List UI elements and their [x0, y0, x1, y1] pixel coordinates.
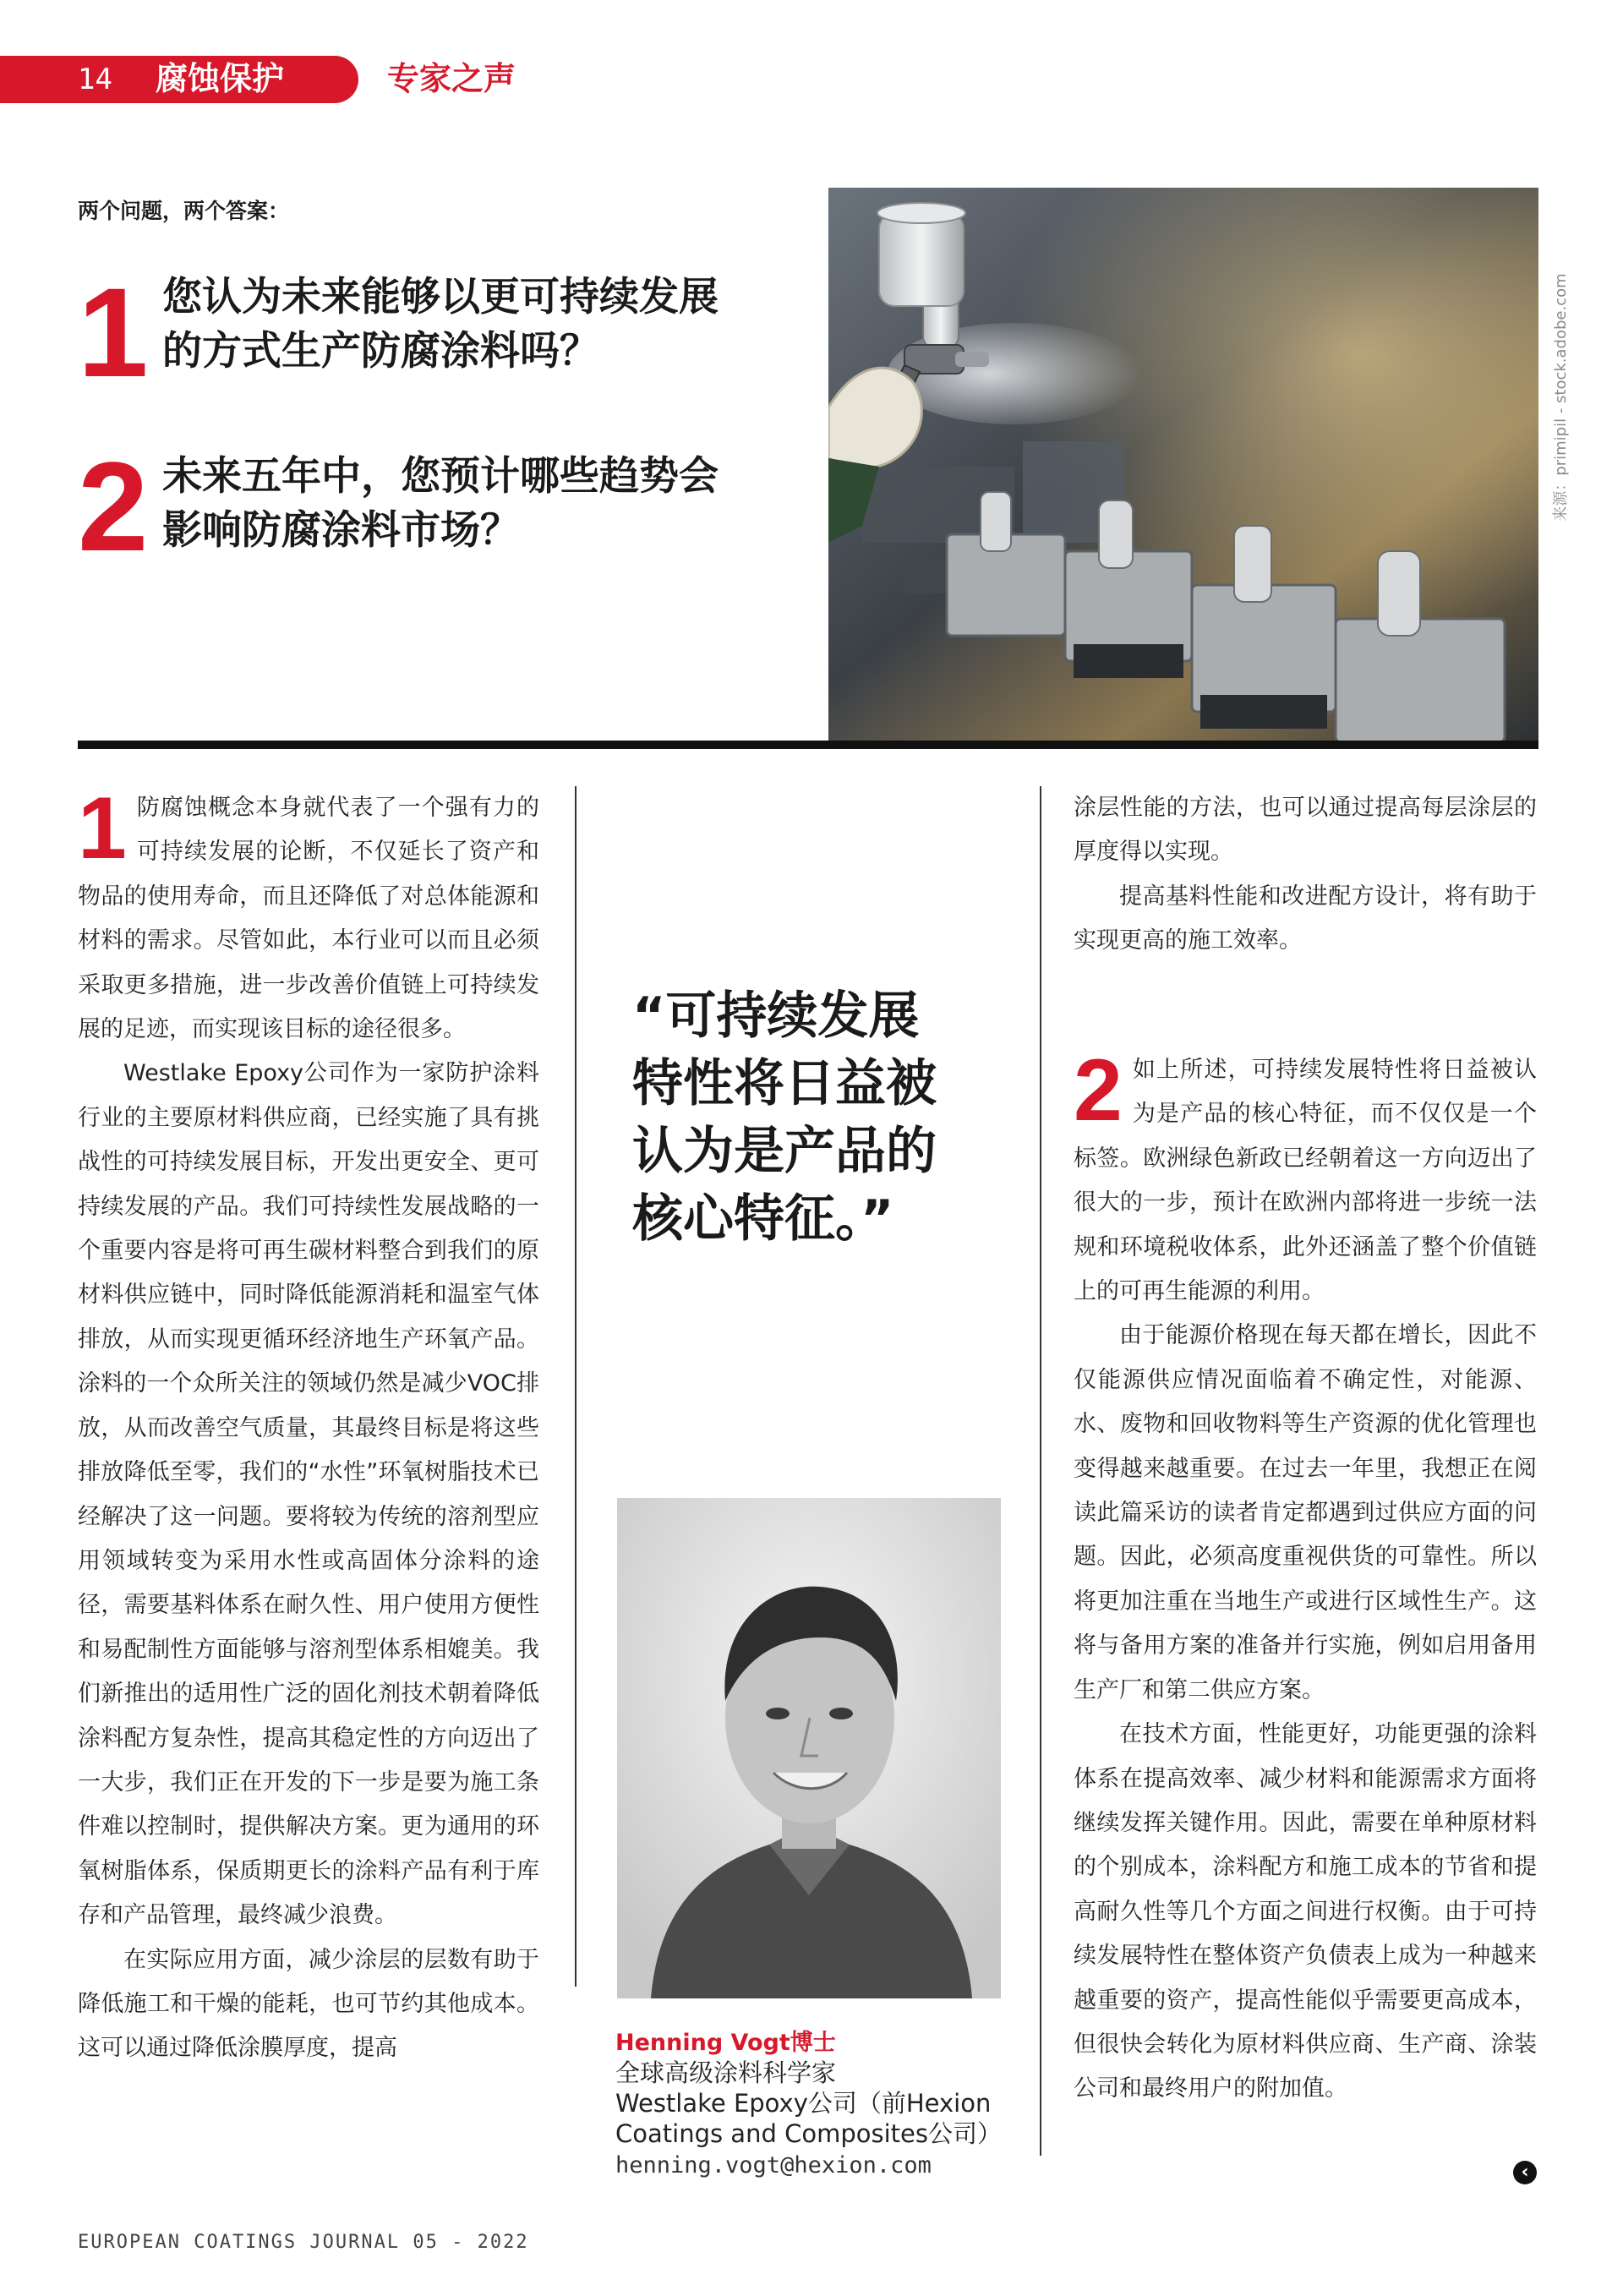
pull-quote: [632, 982, 1004, 1253]
image-credit: 来源：primipil - stock.adobe.com: [1552, 273, 1570, 522]
pull-quote-line: 特性将日益被: [632, 1054, 937, 1113]
pull-quote-line: 认为是产品的: [632, 1122, 937, 1181]
pull-quote-line: “可持续发展: [632, 987, 920, 1046]
paragraph: 涂层性能的方法，也可以通过提高每层涂层的厚度得以实现。: [1074, 795, 1537, 866]
author-portrait-illustration: [617, 1498, 1001, 1998]
paragraph-text: 如上所述，可持续发展特性将日益被认为是产品的核心特征，而不仅仅是一个标签。欧洲绿色新政已经朝着这一方向迈出了很大的一步，预计在欧洲内部将进一步统一法规和环境税收体系，此外还涵盖了整个价值链上的可再生能源的利用。: [1074, 1057, 1537, 1305]
question-1-number: 1: [78, 261, 149, 403]
hero-image-spray-gun: [828, 188, 1538, 742]
author-company: Westlake Epoxy公司（前Hexion: [615, 2089, 992, 2118]
question-1-text: [162, 271, 813, 379]
section-title: 腐蚀保护: [156, 60, 285, 97]
question-1-line: 的方式生产防腐涂料吗？: [162, 328, 599, 374]
column-3: [1074, 786, 1537, 964]
author-email-link[interactable]: henning.vogt@hexion.com: [615, 2152, 932, 2178]
paragraph-text: 防腐蚀概念本身就代表了一个强有力的可持续发展的论断，不仅延长了资产和物品的使用寿命，而且还降低了对总体能源和材料的需求。尽管如此，本行业可以而且必须采取更多措施，进一步改善价值链上可持续发展的足迹，而实现该目标的途径很多。: [78, 795, 539, 1043]
question-1-line: 您认为未来能够以更可持续发展: [162, 274, 719, 320]
continue-arrow-icon[interactable]: ‹: [1513, 2161, 1537, 2184]
author-name: Henning Vogt博士: [615, 2030, 836, 2056]
journal-footer: EUROPEAN COATINGS JOURNAL 05 - 2022: [78, 2232, 529, 2253]
questions-intro: 两个问题，两个答案：: [78, 199, 290, 223]
section-rule: [78, 741, 1538, 749]
column-divider-left: [575, 786, 577, 1987]
column-divider-right: [1040, 786, 1041, 2156]
author-company-cont: Coatings and Composites公司）: [615, 2119, 1002, 2148]
question-2-number: 2: [78, 435, 149, 577]
page-number: 14: [78, 63, 112, 96]
question-2-text: [162, 450, 813, 558]
author-portrait: [617, 1498, 1001, 1998]
column-1: [78, 779, 539, 2071]
dropcap-1: 1: [78, 779, 127, 877]
paragraph: [1074, 1041, 1537, 1314]
question-2-line: 影响防腐涂料市场？: [162, 507, 520, 554]
paragraph: 在实际应用方面，减少涂层的层数有助于降低施工和干燥的能耗，也可节约其他成本。这可以通过降低涂膜厚度，提高: [78, 1946, 539, 2062]
dropcap-2: 2: [1074, 1041, 1123, 1140]
paragraph: 提高基料性能和改进配方设计，将有助于实现更高的施工效率。: [1074, 883, 1537, 954]
paragraph: [78, 779, 539, 1052]
paragraph: Westlake Epoxy公司作为一家防护涂料行业的主要原材料供应商，已经实施了具有挑战性的可持续发展目标，开发出更安全、更可持续发展的产品。我们可持续性发展战略的一个重要内容是将可再生碳材料整合到我们的原材料供应链中，同时降低能源消耗和温室气体排放，从而实现更循环经济地生产环氧产品。涂料的一个众所关注的领域仍然是减少VOC排放，从而改善空气质量，其最终目标是将这些排放降低至零，我们的“水性”环氧树脂技术已经解决了这一问题。要将较为传统的溶剂型应用领域转变为采用水性或高固体分涂料的途径，需要基料体系在耐久性、用户使用方便性和易配制性方面能够与溶剂型体系相媲美。我们新推出的适用性广泛的固化剂技术朝着降低涂料配方复杂性，提高其稳定性的方向迈出了一大步，我们正在开发的下一步是要为施工条件难以控制时，提供解决方案。更为通用的环氧树脂体系，保质期更长的涂料产品有利于库存和产品管理，最终减少浪费。: [78, 1060, 539, 1929]
column-3-answer-2: [1074, 1041, 1537, 2112]
paragraph: 在技术方面，性能更好，功能更强的涂料体系在提高效率、减少材料和能源需求方面将继续发挥关键作用。因此，需要在单种原材料的个别成本，涂料配方和施工成本的节省和提高耐久性等几个方面之间进行权衡。由于可持续发展特性在整体资产负债表上成为一种越来越重要的资产，提高性能似乎需要更高成本，但很快会转化为原材料供应商、生产商、涂装公司和最终用户的附加值。: [1074, 1721, 1537, 2102]
paragraph: 由于能源价格现在每天都在增长，因此不仅能源供应情况面临着不确定性，对能源、水、废物和回收物料等生产资源的优化管理也变得越来越重要。在过去一年里，我想正在阅读此篇采访的读者肯定都遇到过供应方面的问题。因此，必须高度重视供货的可靠性。所以将更加注重在当地生产或进行区域性生产。这将与备用方案的准备并行实施，例如启用备用生产厂和第二供应方案。: [1074, 1322, 1537, 1703]
question-2-line: 未来五年中，您预计哪些趋势会: [162, 453, 719, 500]
pull-quote-line: 核心特征。”: [632, 1189, 894, 1249]
subsection-title: 专家之声: [387, 60, 516, 97]
spray-gun-illustration: [828, 188, 1538, 742]
author-title: 全球高级涂料科学家: [615, 2058, 837, 2087]
